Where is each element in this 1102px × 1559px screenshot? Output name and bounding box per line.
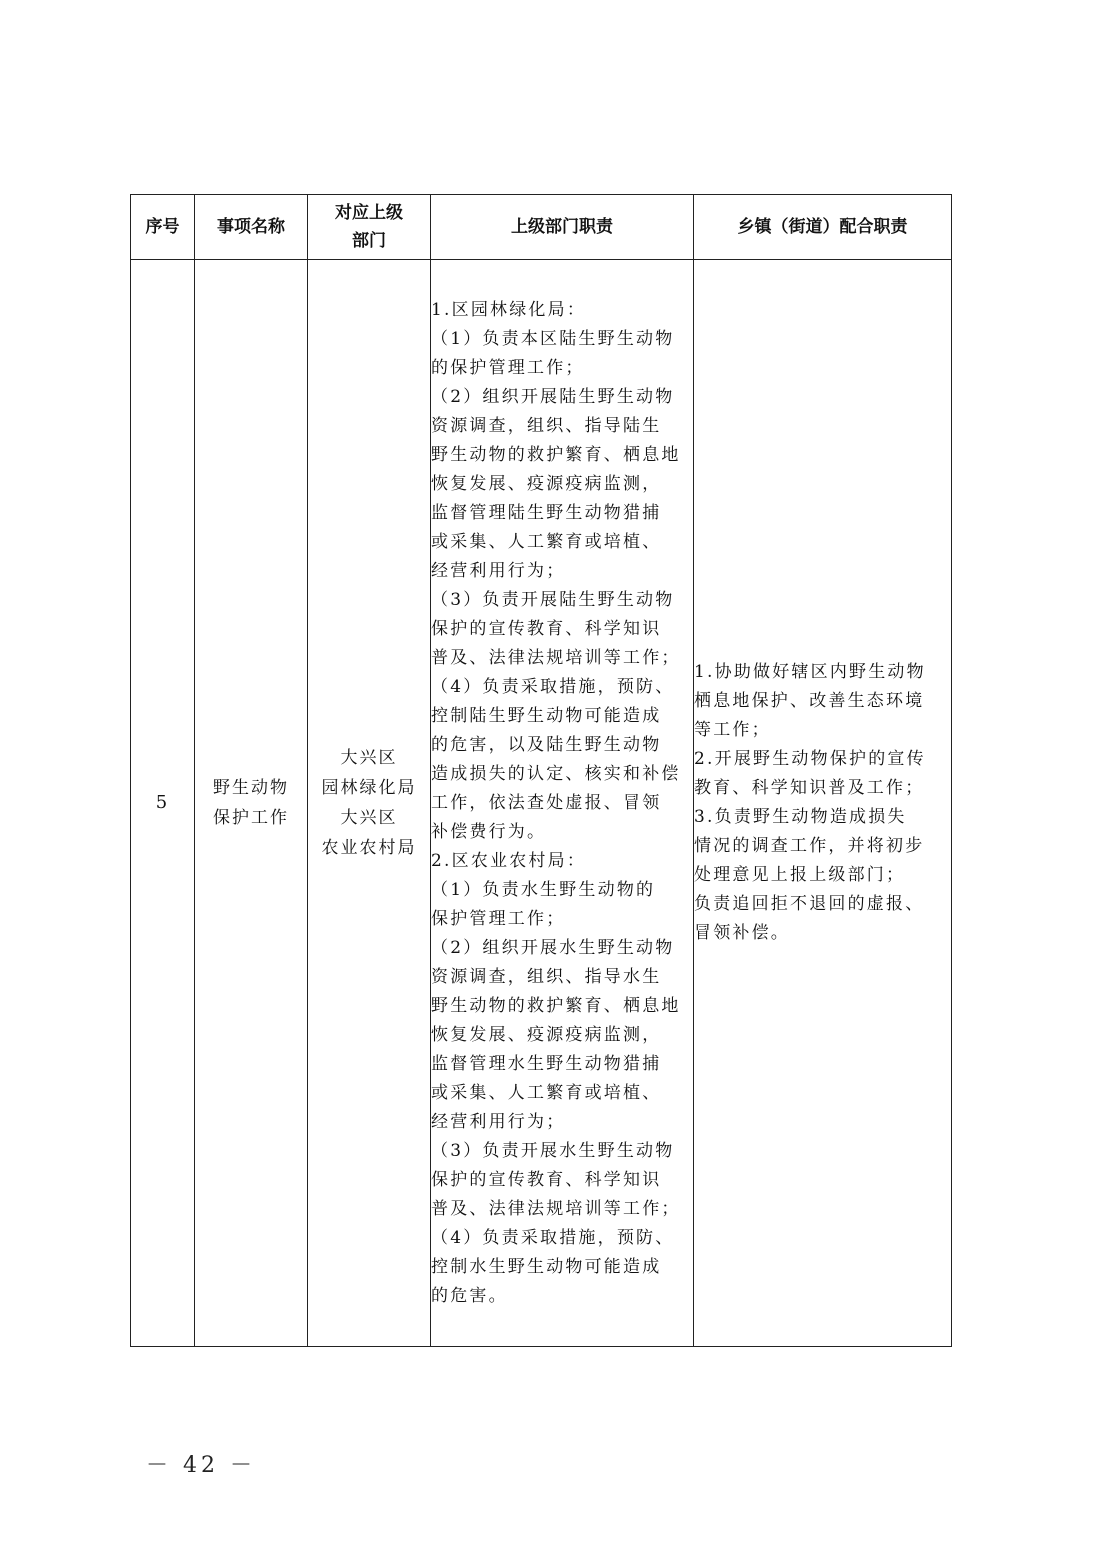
text-line: （3）负责开展水生野生动物 [431, 1140, 675, 1161]
text-line: 野生动物的救护繁育、栖息地 [431, 995, 681, 1016]
text-line: 普及、法律法规培训等工作； [431, 1198, 681, 1219]
text-line: 3.负责野生动物造成损失 [694, 807, 907, 827]
text-line: 教育、科学知识普及工作； [694, 778, 925, 798]
text-line: 普及、法律法规培训等工作； [431, 647, 681, 668]
text-line: 2.区农业农村局： [431, 850, 587, 871]
text-line: 处理意见上报上级部门； [694, 865, 906, 885]
text-line: 的危害，以及陆生野生动物 [431, 734, 662, 755]
text-line: 野生动物 [213, 778, 289, 798]
text-line: （1）负责本区陆生野生动物 [431, 328, 675, 349]
text-line: （2）组织开展水生野生动物 [431, 937, 675, 958]
header-item-name: 事项名称 [195, 195, 308, 260]
header-superior-duties: 上级部门职责 [431, 195, 694, 260]
text-line: 情况的调查工作，并将初步 [694, 836, 925, 856]
text-line: 野生动物的救护繁育、栖息地 [431, 444, 681, 465]
text-line: 负责追回拒不退回的虚报、 [694, 894, 925, 914]
header-superior-dept-line-2: 部门 [352, 231, 386, 251]
text-line: 或采集、人工繁育或培植、 [431, 531, 662, 552]
text-line: 保护的宣传教育、科学知识 [431, 618, 662, 639]
text-line: 控制水生野生动物可能造成 [431, 1256, 662, 1277]
cell-township-duties [694, 260, 952, 1347]
header-superior-dept-line-1: 对应上级 [335, 203, 403, 223]
text-line: （2）组织开展陆生野生动物 [431, 386, 675, 407]
header-index: 序号 [131, 195, 195, 260]
cell-index: 5 [131, 260, 195, 1347]
text-line: （4）负责采取措施，预防、 [431, 1227, 675, 1248]
text-line: （1）负责水生野生动物的 [431, 879, 656, 900]
text-line: 控制陆生野生动物可能造成 [431, 705, 662, 726]
header-row [131, 195, 952, 260]
cell-item-name [195, 260, 308, 1347]
text-line: 经营利用行为； [431, 1111, 566, 1132]
text-line: 恢复发展、疫源疫病监测， [431, 1024, 662, 1045]
text-line: 或采集、人工繁育或培植、 [431, 1082, 662, 1103]
text-line: 保护管理工作； [431, 908, 566, 929]
header-superior-dept [308, 195, 431, 260]
text-line: 造成损失的认定、核实和补偿 [431, 763, 681, 784]
text-line: 工作，依法查处虚报、冒领 [431, 792, 662, 813]
text-line: 1.协助做好辖区内野生动物 [694, 662, 926, 682]
text-line: 保护工作 [213, 808, 289, 828]
text-line: 补偿费行为。 [431, 821, 547, 842]
text-line: 1.区园林绿化局： [431, 299, 587, 320]
table-row [131, 260, 952, 1347]
page-number: － 42 － [146, 1453, 256, 1478]
cell-superior-duties [431, 260, 694, 1347]
text-line: 等工作； [694, 720, 771, 740]
text-line: 恢复发展、疫源疫病监测， [431, 473, 662, 494]
text-line: 的危害。 [431, 1285, 508, 1306]
cell-superior-dept [308, 260, 431, 1347]
header-township-duties: 乡镇（街道）配合职责 [694, 195, 952, 260]
text-line: 园林绿化局 [321, 778, 417, 798]
text-line: 农业农村局 [321, 838, 417, 858]
text-line: 大兴区 [340, 748, 398, 768]
text-line: 2.开展野生动物保护的宣传 [694, 749, 926, 769]
text-line: 监督管理陆生野生动物猎捕 [431, 502, 662, 523]
text-line: 监督管理水生野生动物猎捕 [431, 1053, 662, 1074]
text-line: 资源调查，组织、指导陆生 [431, 415, 662, 436]
text-line: 保护的宣传教育、科学知识 [431, 1169, 662, 1190]
text-line: 经营利用行为； [431, 560, 566, 581]
text-line: 大兴区 [340, 808, 398, 828]
text-line: 栖息地保护、改善生态环境 [694, 691, 925, 711]
text-line: （4）负责采取措施，预防、 [431, 676, 675, 697]
text-line: 资源调查，组织、指导水生 [431, 966, 662, 987]
text-line: 冒领补偿。 [694, 923, 790, 943]
text-line: （3）负责开展陆生野生动物 [431, 589, 675, 610]
text-line: 的保护管理工作； [431, 357, 585, 378]
duties-table [130, 194, 952, 1347]
